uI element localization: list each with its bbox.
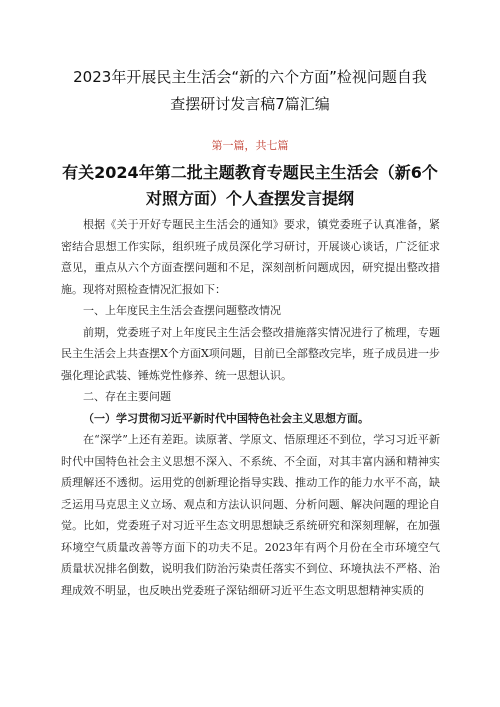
paragraph-rectification: 前期，党委班子对上年度民主生活会整改措施落实情况进行了梳理，专题民主生活会上共查摆X个方面X项问题，目前已全部整改完毕，班子成员进一步强化理论武装、锤炼党性修养、统一思想认识。 — [61, 325, 440, 382]
document-title-line-2: 查摆研讨发言稿7篇汇编 — [170, 95, 330, 113]
paragraph-study: 在“深学”上还有差距。读原著、学原文、悟原理还不到位，学习习近平新时代中国特色社会主义思想不深入、不系统、不全面，对其丰富内涵和精神实质理解还不透彻。运用党的创新理论指导实践、推动工作的能力水平不高，缺乏运用马克思主义立场、观点和方法认识问题、分析问题、解决问题的理论自觉。比如，党委班子对习近平生态文明思想缺乏系统研究和深刻理解，在加强环境空气质量改善等方面下的功夫不足。2023年有两个月份在全市环境空气质量状况排名倒数，说明我们防治污染责任落实不到位、环境执法不严格、治理成效不明显，也反映出党委班子深钻细研习近平生态文明思想精神实质的 — [61, 433, 440, 597]
document-title-line-1: 2023年开展民主生活会“新的六个方面”检视问题自我 — [73, 68, 427, 86]
article-title-line-1: 有关2024年第二批主题教育专题民主生活会（新6个 — [62, 163, 438, 182]
article-title-line-2: 对照方面）个人查摆发言提纲 — [145, 189, 354, 208]
paragraph-intro: 根据《关于开好专题民主生活会的通知》要求，镇党委班子认真准备，紧密结合思想工作实际，组织班子成员深化学习研讨，开展谈心谈话，广泛征求意见，重点从六个方面查摆问题和不足，深刻剖析问题成因，研究提出整改措施。现将对照检查情况汇报如下： — [61, 218, 440, 296]
body-text — [61, 214, 440, 601]
section-heading-1: 一、上年度民主生活会查摆问题整改情况 — [83, 304, 281, 317]
part-label: 第一篇，共七篇 — [211, 139, 289, 152]
article-title — [40, 160, 460, 212]
section-heading-2: 二、存在主要问题 — [83, 390, 171, 403]
document-title — [30, 64, 470, 118]
subsection-heading-1: （一）学习贯彻习近平新时代中国特色社会主义思想方面。 — [83, 411, 369, 425]
